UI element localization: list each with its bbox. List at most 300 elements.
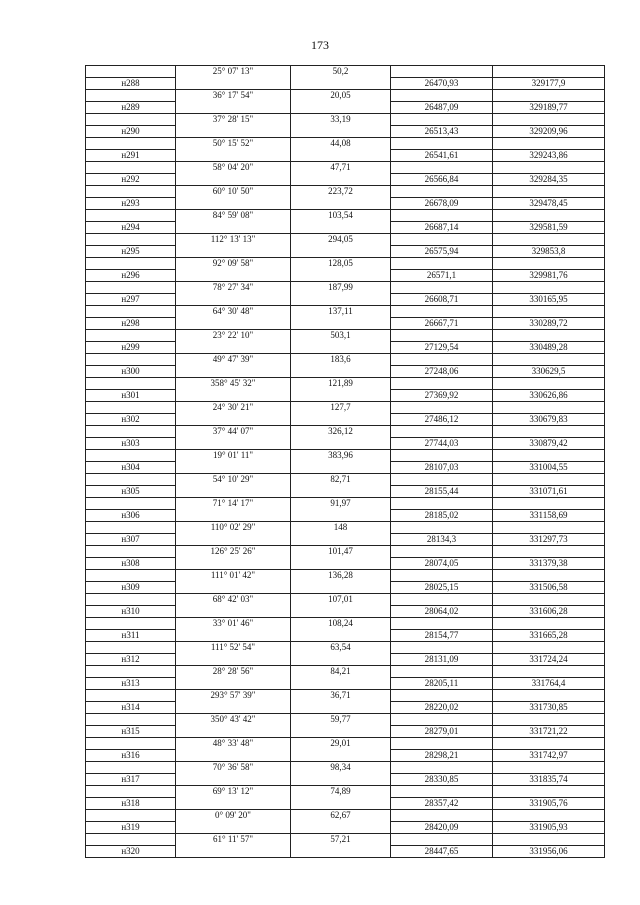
y-coordinate-cell: 331724,24	[493, 654, 605, 666]
y-coordinate-cell: 329581,59	[493, 222, 605, 234]
y-coordinate-cell: 329243,86	[493, 150, 605, 162]
point-name-cell: н299	[86, 342, 176, 354]
segment-empty-cell	[493, 498, 605, 510]
point-empty-cell	[291, 366, 391, 378]
point-empty-cell	[176, 822, 291, 834]
segment-empty-cell	[493, 162, 605, 174]
segment-row	[86, 474, 605, 486]
segment-empty-cell	[391, 810, 493, 822]
segment-empty-cell	[493, 834, 605, 846]
point-empty-cell	[176, 654, 291, 666]
segment-empty-cell	[86, 282, 176, 294]
direction-angle-cell: 68° 42' 03"	[176, 594, 291, 606]
y-coordinate-cell: 330679,83	[493, 414, 605, 426]
distance-cell: 59,77	[291, 714, 391, 726]
point-row	[86, 510, 605, 522]
segment-row	[86, 666, 605, 678]
segment-empty-cell	[86, 330, 176, 342]
point-empty-cell	[291, 750, 391, 762]
point-empty-cell	[291, 582, 391, 594]
segment-row	[86, 330, 605, 342]
x-coordinate-cell: 28134,3	[391, 534, 493, 546]
y-coordinate-cell: 329177,9	[493, 78, 605, 90]
direction-angle-cell: 0° 09' 20"	[176, 810, 291, 822]
point-empty-cell	[291, 438, 391, 450]
direction-angle-cell: 70° 36' 58"	[176, 762, 291, 774]
direction-angle-cell: 24° 30' 21"	[176, 402, 291, 414]
distance-cell: 326,12	[291, 426, 391, 438]
point-empty-cell	[291, 222, 391, 234]
segment-empty-cell	[86, 450, 176, 462]
y-coordinate-cell: 329853,8	[493, 246, 605, 258]
point-row	[86, 630, 605, 642]
segment-empty-cell	[391, 786, 493, 798]
point-empty-cell	[291, 126, 391, 138]
point-empty-cell	[176, 294, 291, 306]
segment-row	[86, 786, 605, 798]
point-empty-cell	[291, 390, 391, 402]
segment-empty-cell	[391, 114, 493, 126]
segment-empty-cell	[86, 210, 176, 222]
y-coordinate-cell: 331379,38	[493, 558, 605, 570]
segment-empty-cell	[493, 522, 605, 534]
segment-empty-cell	[391, 258, 493, 270]
point-empty-cell	[176, 318, 291, 330]
page-number: 173	[311, 38, 329, 52]
point-empty-cell	[291, 294, 391, 306]
segment-empty-cell	[86, 306, 176, 318]
distance-cell: 183,6	[291, 354, 391, 366]
y-coordinate-cell: 331905,93	[493, 822, 605, 834]
direction-angle-cell: 37° 28' 15"	[176, 114, 291, 126]
segment-empty-cell	[391, 162, 493, 174]
segment-row	[86, 66, 605, 78]
direction-angle-cell: 126° 25' 26"	[176, 546, 291, 558]
segment-row	[86, 426, 605, 438]
y-coordinate-cell: 331506,58	[493, 582, 605, 594]
direction-angle-cell: 23° 22' 10"	[176, 330, 291, 342]
point-empty-cell	[291, 654, 391, 666]
segment-empty-cell	[493, 618, 605, 630]
point-empty-cell	[176, 702, 291, 714]
segment-row	[86, 570, 605, 582]
x-coordinate-cell: 28220,02	[391, 702, 493, 714]
y-coordinate-cell: 329209,96	[493, 126, 605, 138]
segment-row	[86, 498, 605, 510]
x-coordinate-cell: 26566,84	[391, 174, 493, 186]
segment-empty-cell	[493, 738, 605, 750]
point-name-cell: н306	[86, 510, 176, 522]
segment-row	[86, 594, 605, 606]
point-row	[86, 390, 605, 402]
x-coordinate-cell: 26678,09	[391, 198, 493, 210]
segment-row	[86, 642, 605, 654]
y-coordinate-cell: 331071,61	[493, 486, 605, 498]
segment-empty-cell	[391, 66, 493, 78]
point-name-cell: н308	[86, 558, 176, 570]
distance-cell: 128,05	[291, 258, 391, 270]
direction-angle-cell: 358° 45' 32"	[176, 378, 291, 390]
distance-cell: 44,08	[291, 138, 391, 150]
point-empty-cell	[176, 270, 291, 282]
segment-empty-cell	[391, 474, 493, 486]
point-empty-cell	[176, 462, 291, 474]
distance-cell: 36,71	[291, 690, 391, 702]
y-coordinate-cell: 330629,5	[493, 366, 605, 378]
point-row	[86, 222, 605, 234]
segment-empty-cell	[86, 162, 176, 174]
point-empty-cell	[291, 342, 391, 354]
direction-angle-cell: 37° 44' 07"	[176, 426, 291, 438]
direction-angle-cell: 54° 10' 29"	[176, 474, 291, 486]
segment-empty-cell	[391, 378, 493, 390]
segment-empty-cell	[391, 186, 493, 198]
point-empty-cell	[176, 174, 291, 186]
segment-row	[86, 834, 605, 846]
segment-empty-cell	[391, 306, 493, 318]
distance-cell: 62,67	[291, 810, 391, 822]
segment-row	[86, 282, 605, 294]
x-coordinate-cell: 27129,54	[391, 342, 493, 354]
point-row	[86, 78, 605, 90]
y-coordinate-cell: 329284,35	[493, 174, 605, 186]
distance-cell: 50,2	[291, 66, 391, 78]
point-name-cell: н293	[86, 198, 176, 210]
point-name-cell: н311	[86, 630, 176, 642]
segment-empty-cell	[391, 354, 493, 366]
point-row	[86, 678, 605, 690]
segment-empty-cell	[493, 714, 605, 726]
point-empty-cell	[176, 126, 291, 138]
point-empty-cell	[291, 462, 391, 474]
direction-angle-cell: 111° 52' 54"	[176, 642, 291, 654]
x-coordinate-cell: 28205,11	[391, 678, 493, 690]
segment-empty-cell	[86, 594, 176, 606]
distance-cell: 383,96	[291, 450, 391, 462]
point-name-cell: н319	[86, 822, 176, 834]
x-coordinate-cell: 28185,02	[391, 510, 493, 522]
direction-angle-cell: 84° 59' 08"	[176, 210, 291, 222]
point-name-cell: н300	[86, 366, 176, 378]
point-name-cell: н310	[86, 606, 176, 618]
distance-cell: 187,99	[291, 282, 391, 294]
distance-cell: 63,54	[291, 642, 391, 654]
segment-empty-cell	[391, 834, 493, 846]
segment-empty-cell	[86, 546, 176, 558]
point-name-cell: н288	[86, 78, 176, 90]
segment-empty-cell	[391, 570, 493, 582]
point-row	[86, 798, 605, 810]
segment-empty-cell	[86, 762, 176, 774]
y-coordinate-cell: 331835,74	[493, 774, 605, 786]
segment-empty-cell	[391, 426, 493, 438]
point-empty-cell	[291, 774, 391, 786]
point-row	[86, 846, 605, 858]
point-empty-cell	[176, 414, 291, 426]
point-empty-cell	[176, 678, 291, 690]
point-row	[86, 366, 605, 378]
distance-cell: 29,01	[291, 738, 391, 750]
segment-empty-cell	[391, 642, 493, 654]
point-empty-cell	[291, 606, 391, 618]
segment-empty-cell	[391, 666, 493, 678]
distance-cell: 127,7	[291, 402, 391, 414]
point-row	[86, 342, 605, 354]
segment-empty-cell	[86, 258, 176, 270]
x-coordinate-cell: 26571,1	[391, 270, 493, 282]
segment-empty-cell	[86, 834, 176, 846]
y-coordinate-cell: 330879,42	[493, 438, 605, 450]
point-name-cell: н312	[86, 654, 176, 666]
segment-empty-cell	[86, 690, 176, 702]
point-name-cell: н320	[86, 846, 176, 858]
segment-empty-cell	[86, 738, 176, 750]
point-empty-cell	[176, 342, 291, 354]
segment-empty-cell	[86, 618, 176, 630]
segment-empty-cell	[86, 570, 176, 582]
segment-empty-cell	[493, 306, 605, 318]
direction-angle-cell: 71° 14' 17"	[176, 498, 291, 510]
segment-empty-cell	[493, 762, 605, 774]
segment-empty-cell	[391, 594, 493, 606]
direction-angle-cell: 69° 13' 12"	[176, 786, 291, 798]
segment-row	[86, 714, 605, 726]
direction-angle-cell: 112° 13' 13"	[176, 234, 291, 246]
distance-cell: 107,01	[291, 594, 391, 606]
direction-angle-cell: 60° 10' 50"	[176, 186, 291, 198]
point-name-cell: н296	[86, 270, 176, 282]
segment-row	[86, 258, 605, 270]
distance-cell: 84,21	[291, 666, 391, 678]
y-coordinate-cell: 329478,45	[493, 198, 605, 210]
direction-angle-cell: 19° 01' 11"	[176, 450, 291, 462]
point-empty-cell	[291, 198, 391, 210]
segment-empty-cell	[493, 234, 605, 246]
point-empty-cell	[176, 150, 291, 162]
x-coordinate-cell: 27486,12	[391, 414, 493, 426]
segment-empty-cell	[493, 546, 605, 558]
point-row	[86, 102, 605, 114]
point-name-cell: н292	[86, 174, 176, 186]
segment-empty-cell	[86, 642, 176, 654]
distance-cell: 294,05	[291, 234, 391, 246]
segment-empty-cell	[391, 618, 493, 630]
segment-empty-cell	[86, 186, 176, 198]
distance-cell: 136,28	[291, 570, 391, 582]
point-row	[86, 462, 605, 474]
point-name-cell: н307	[86, 534, 176, 546]
point-empty-cell	[176, 798, 291, 810]
point-empty-cell	[176, 558, 291, 570]
point-empty-cell	[291, 678, 391, 690]
x-coordinate-cell: 26541,61	[391, 150, 493, 162]
point-row	[86, 198, 605, 210]
point-empty-cell	[291, 246, 391, 258]
point-empty-cell	[176, 510, 291, 522]
segment-empty-cell	[493, 474, 605, 486]
segment-empty-cell	[493, 642, 605, 654]
x-coordinate-cell: 27248,06	[391, 366, 493, 378]
segment-row	[86, 90, 605, 102]
y-coordinate-cell: 331665,28	[493, 630, 605, 642]
segment-empty-cell	[493, 210, 605, 222]
point-empty-cell	[291, 534, 391, 546]
point-row	[86, 534, 605, 546]
distance-cell: 101,47	[291, 546, 391, 558]
x-coordinate-cell: 28131,09	[391, 654, 493, 666]
direction-angle-cell: 49° 47' 39"	[176, 354, 291, 366]
point-row	[86, 582, 605, 594]
x-coordinate-cell: 28155,44	[391, 486, 493, 498]
point-empty-cell	[176, 198, 291, 210]
direction-angle-cell: 110° 02' 29"	[176, 522, 291, 534]
point-empty-cell	[291, 150, 391, 162]
segment-empty-cell	[493, 786, 605, 798]
point-empty-cell	[176, 390, 291, 402]
direction-angle-cell: 33° 01' 46"	[176, 618, 291, 630]
y-coordinate-cell: 330165,95	[493, 294, 605, 306]
distance-cell: 82,71	[291, 474, 391, 486]
y-coordinate-cell: 329189,77	[493, 102, 605, 114]
x-coordinate-cell: 28154,77	[391, 630, 493, 642]
segment-row	[86, 138, 605, 150]
point-row	[86, 654, 605, 666]
distance-cell: 47,71	[291, 162, 391, 174]
point-empty-cell	[291, 822, 391, 834]
segment-empty-cell	[391, 90, 493, 102]
point-empty-cell	[176, 438, 291, 450]
point-name-cell: н303	[86, 438, 176, 450]
segment-empty-cell	[391, 138, 493, 150]
point-empty-cell	[176, 534, 291, 546]
segment-empty-cell	[86, 714, 176, 726]
segment-empty-cell	[493, 450, 605, 462]
y-coordinate-cell: 331297,73	[493, 534, 605, 546]
point-empty-cell	[176, 246, 291, 258]
segment-empty-cell	[493, 810, 605, 822]
y-coordinate-cell: 331956,06	[493, 846, 605, 858]
point-empty-cell	[176, 606, 291, 618]
segment-empty-cell	[86, 786, 176, 798]
segment-empty-cell	[391, 714, 493, 726]
distance-cell: 33,19	[291, 114, 391, 126]
direction-angle-cell: 61° 11' 57"	[176, 834, 291, 846]
point-name-cell: н302	[86, 414, 176, 426]
point-row	[86, 558, 605, 570]
point-empty-cell	[291, 174, 391, 186]
segment-row	[86, 450, 605, 462]
segment-empty-cell	[493, 66, 605, 78]
y-coordinate-cell: 331742,97	[493, 750, 605, 762]
direction-angle-cell: 50° 15' 52"	[176, 138, 291, 150]
x-coordinate-cell: 26608,71	[391, 294, 493, 306]
segment-empty-cell	[86, 402, 176, 414]
distance-cell: 98,34	[291, 762, 391, 774]
point-empty-cell	[291, 78, 391, 90]
distance-cell: 20,05	[291, 90, 391, 102]
point-row	[86, 750, 605, 762]
point-empty-cell	[291, 798, 391, 810]
point-row	[86, 126, 605, 138]
segment-row	[86, 162, 605, 174]
segment-empty-cell	[86, 426, 176, 438]
x-coordinate-cell: 27744,03	[391, 438, 493, 450]
segment-row	[86, 210, 605, 222]
segment-row	[86, 546, 605, 558]
point-empty-cell	[176, 726, 291, 738]
x-coordinate-cell: 26575,94	[391, 246, 493, 258]
direction-angle-cell: 25° 07' 13"	[176, 66, 291, 78]
segment-row	[86, 762, 605, 774]
segment-row	[86, 690, 605, 702]
x-coordinate-cell: 28025,15	[391, 582, 493, 594]
segment-empty-cell	[493, 666, 605, 678]
point-name-cell: н298	[86, 318, 176, 330]
point-empty-cell	[176, 630, 291, 642]
segment-empty-cell	[391, 522, 493, 534]
segment-empty-cell	[493, 378, 605, 390]
point-empty-cell	[291, 414, 391, 426]
segment-empty-cell	[493, 90, 605, 102]
coordinates-table	[85, 65, 605, 858]
y-coordinate-cell: 331730,85	[493, 702, 605, 714]
segment-empty-cell	[391, 330, 493, 342]
point-empty-cell	[176, 846, 291, 858]
segment-row	[86, 378, 605, 390]
segment-empty-cell	[493, 354, 605, 366]
segment-empty-cell	[86, 498, 176, 510]
segment-empty-cell	[391, 690, 493, 702]
segment-row	[86, 738, 605, 750]
x-coordinate-cell: 28298,21	[391, 750, 493, 762]
segment-row	[86, 186, 605, 198]
y-coordinate-cell: 331158,69	[493, 510, 605, 522]
point-name-cell: н314	[86, 702, 176, 714]
direction-angle-cell: 350° 43' 42"	[176, 714, 291, 726]
segment-empty-cell	[391, 450, 493, 462]
segment-empty-cell	[391, 282, 493, 294]
segment-row	[86, 522, 605, 534]
segment-empty-cell	[493, 282, 605, 294]
direction-angle-cell: 48° 33' 48"	[176, 738, 291, 750]
segment-empty-cell	[86, 378, 176, 390]
segment-empty-cell	[493, 594, 605, 606]
x-coordinate-cell: 26667,71	[391, 318, 493, 330]
x-coordinate-cell: 28107,03	[391, 462, 493, 474]
segment-empty-cell	[86, 354, 176, 366]
x-coordinate-cell: 26687,14	[391, 222, 493, 234]
point-name-cell: н301	[86, 390, 176, 402]
y-coordinate-cell: 330626,86	[493, 390, 605, 402]
point-row	[86, 246, 605, 258]
point-empty-cell	[176, 750, 291, 762]
distance-cell: 57,21	[291, 834, 391, 846]
segment-empty-cell	[391, 546, 493, 558]
point-empty-cell	[176, 774, 291, 786]
y-coordinate-cell: 330489,28	[493, 342, 605, 354]
x-coordinate-cell: 26487,09	[391, 102, 493, 114]
point-empty-cell	[291, 270, 391, 282]
segment-empty-cell	[86, 66, 176, 78]
point-empty-cell	[291, 510, 391, 522]
point-empty-cell	[176, 486, 291, 498]
point-empty-cell	[176, 222, 291, 234]
distance-cell: 74,89	[291, 786, 391, 798]
segment-empty-cell	[391, 210, 493, 222]
distance-cell: 503,1	[291, 330, 391, 342]
y-coordinate-cell: 331905,76	[493, 798, 605, 810]
direction-angle-cell: 58° 04' 20"	[176, 162, 291, 174]
